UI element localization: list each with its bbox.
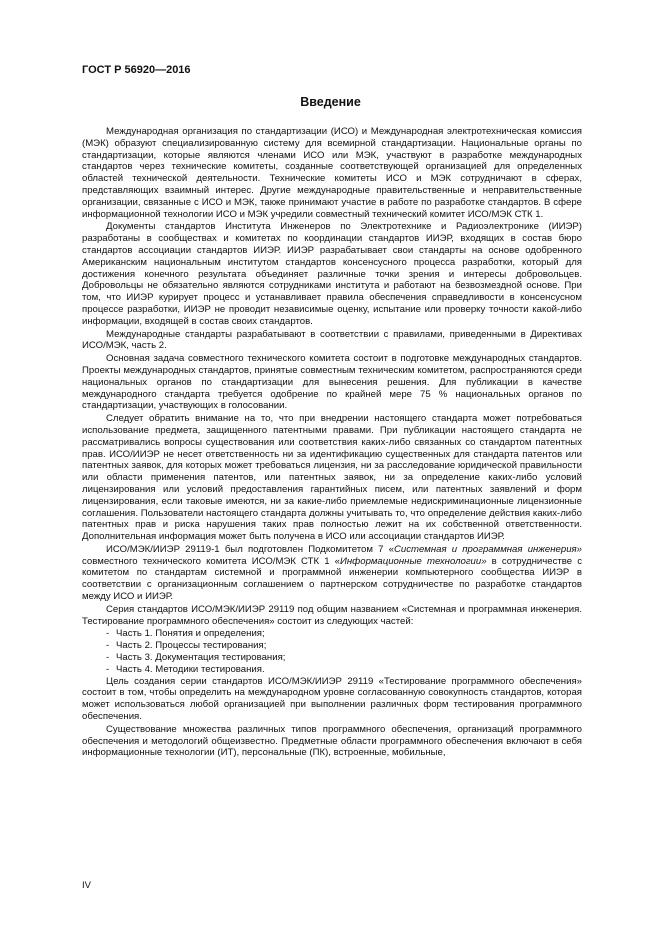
list-dash: -: [106, 663, 110, 675]
list-item: [106, 628, 582, 640]
paragraph-29119-1-part: совместного технического комитета ИСО/МЭК СТК 1 «: [82, 555, 340, 567]
list-dash: -: [106, 628, 110, 640]
standard-number: ГОСТ Р 56920—2016: [82, 64, 191, 76]
list-item-text: Часть 3. Документация тестирования;: [116, 652, 286, 664]
paragraph-directives: Международные стандарты разрабатывают в соответствии с правилами, приведенными в Директивах ИСО/МЭК, часть 2.: [82, 328, 582, 352]
page-number: IV: [82, 880, 91, 891]
paragraph-ieee: Документы стандартов Института Инженеров по Электротехнике и Радиоэлектронике (ИИЭР) разработаны в сообществах и комитетах по координации стандартов ИИЭР, входящих в состав бюро стандартов ассоциации стандартов ИИЭР. ИИЭР разрабатывает свои стандарты на основе одобренного Американским национальным институтом стандартов консенсусного процесса разработки, который для достижения конечного результата объединяет различные точки зрения и интересы добровольцев. Добровольцы не обязательно являются сотрудниками института и работают на безвозмездной основе. При том, что ИИЭР курирует процесс и устанавливает правила обеспечения справедливости в консенсусном процессе разработки, ИИЭР не проводит независимые оценку, испытание или проверку точности какой-либо информации, входящей в состав своих стандартов.: [82, 221, 582, 327]
italic-committee-name: Системная и программная инженерия»: [393, 543, 582, 555]
paragraph-series-intro: Серия стандартов ИСО/МЭК/ИИЭР 29119 под общим названием «Системная и программная инженерия. Тестирование программного обеспечения» состоит из следующих частей:: [82, 603, 582, 627]
list-item: [106, 640, 582, 652]
paragraph-series-goal: Цель создания серии стандартов ИСО/МЭК/ИИЭР 29119 «Тестирование программного обеспечения» состоит в том, чтобы определить на международном уровне согласованную совокупность стандартов, которая может использоваться любой организацией при выполнении различных форм тестирования программного обеспечения.: [82, 675, 582, 723]
paragraph-patents: Следует обратить внимание на то, что при внедрении настоящего стандарта может потребоваться использование предмета, защищенного патентными правами. При публикации настоящего стандарта не рассматривались вопросы существования или соответствия каких-либо связанных со стандартом патентных прав. ИСО/ИИЭР не несет ответственность ни за идентификацию существенных для стандарта патентов или патентных заявок, для которых может требоваться лицензия, ни за расследование юридической правильности или области применения патентов, или патентных заявок, ни за определение каких-либо условий лицензирования или условий предоставления гарантийных писем, или патентных заявлений и форм лицензирования, если таковые имеются, ни за какие-либо приемлемые недискриминационные лицензионные соглашения. Пользователи настоящего стандарта должны учитывать то, что определение действия каких-либо патентных прав и риска нарушения таких прав полностью лежит на их собственной ответственности. Дополнительная информация может быть получена в ИСО или ассоциации стандартов ИИЭР.: [82, 413, 582, 543]
section-title: Введение: [300, 95, 361, 109]
paragraph-29119-1-part: в сотрудничестве с комитетом по стандартам системной и программной инженерии компьютерного сообщества ИИЭР в соответствии с организационным соглашением о партнерском сотрудничестве по разработке стандартов между ИСО и ИИЭР.: [82, 555, 583, 603]
document-body: [82, 126, 582, 760]
list-dash: -: [106, 640, 110, 652]
paragraph-29119-1: [82, 544, 582, 603]
paragraph-software-types: Существование множества различных типов программного обеспечения, организаций программного обеспечения и методологий общеизвестно. Предметные области программного обеспечения включают в себя информационные технологии (ИТ), персональные (ПК), встроенные, мобильные,: [82, 723, 582, 759]
list-item: [106, 652, 582, 664]
paragraph-iso-iec: Международная организация по стандартизации (ИСО) и Международная электротехническая комиссия (МЭК) образуют специализированную систему для всемирной стандартизации. Национальные органы по стандартизации, которые являются членами ИСО или МЭК, участвуют в разработке международных стандартов через технические комитеты, созданные соответствующей организацией для определенных областей технической деятельности. Технические комитеты ИСО и МЭК сотрудничают в сферах, представляющих взаимный интерес. Другие международные правительственные и неправительственные организации, связанные с ИСО и МЭК, также принимают участие в работе по разработке стандартов. В сфере информационной технологии ИСО и МЭК учредили совместный технический комитет ИСО/МЭК СТК 1.: [82, 126, 582, 220]
list-item-text: Часть 1. Понятия и определения;: [116, 628, 265, 640]
list-item-text: Часть 2. Процессы тестирования;: [116, 640, 267, 652]
paragraph-jtc-task: Основная задача совместного технического комитета состоит в подготовке международных стандартов. Проекты международных стандартов, принятые совместным техническим комитетом, распространяются среди национальных органов по стандартизации для вынесения решения. Для публикации в качестве международного стандарта требуется одобрение по крайней мере 75 % национальных органов по стандартизации, участвующих в голосовании.: [82, 353, 582, 412]
list-item: [106, 664, 582, 676]
list-dash: -: [106, 652, 110, 664]
italic-jtc-name: Информационные технологии»: [340, 555, 487, 567]
list-item-text: Часть 4. Методики тестирования.: [116, 663, 265, 675]
parts-list: [82, 628, 582, 675]
paragraph-29119-1-part: ИСО/МЭК/ИИЭР 29119-1 был подготовлен Подкомитетом 7 «: [106, 543, 394, 555]
